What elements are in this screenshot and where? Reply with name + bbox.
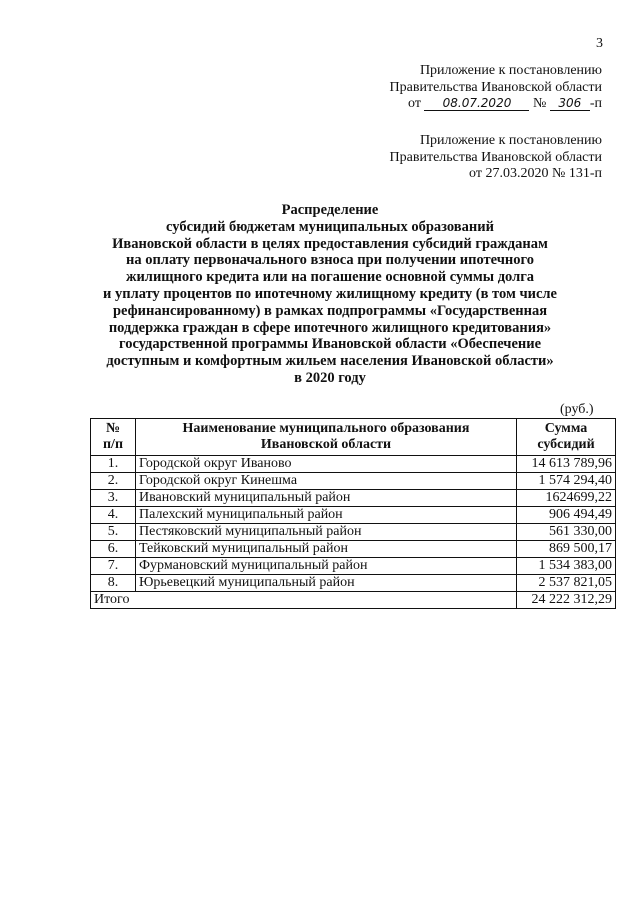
handwritten-date: 08.07.2020 <box>424 96 529 111</box>
header-number <box>91 419 136 456</box>
table-row <box>91 456 616 473</box>
table-row <box>91 541 616 558</box>
title-line: государственной программы Ивановской области «Обеспечение <box>118 336 542 353</box>
row-name: Городской округ Иваново <box>136 456 517 473</box>
table-row <box>91 558 616 575</box>
row-sum: 906 494,49 <box>517 507 616 524</box>
title-line: доступным и комфортным жильем населения Ивановской области» <box>106 353 554 370</box>
row-sum: 1624699,22 <box>517 490 616 507</box>
header-number-line1: № <box>105 421 121 436</box>
table-row <box>91 507 616 524</box>
row-number: 8. <box>91 575 136 592</box>
table-row <box>91 575 616 592</box>
header-name <box>136 419 517 456</box>
header-sum-line1: Сумма <box>544 421 588 436</box>
title-line: жилищного кредита или на погашение основной суммы долга <box>125 269 535 286</box>
title-line: субсидий бюджетам муниципальных образований <box>166 218 494 235</box>
header-name-line2: Ивановской области <box>260 437 392 452</box>
title-line: поддержка граждан в сфере ипотечного жилищного кредитования» <box>108 319 552 336</box>
row-number: 3. <box>91 490 136 507</box>
appendix-current-line2: Правительства Ивановской области <box>389 79 602 95</box>
header-sum <box>517 419 616 456</box>
title-line: на оплату первоначального взноса при получении ипотечного <box>125 252 535 269</box>
appendix-original-line2: Правительства Ивановской области <box>389 149 602 165</box>
appendix-current-line3 <box>390 96 602 113</box>
appendix-current <box>390 63 602 113</box>
from-label: от <box>408 96 421 111</box>
row-number: 7. <box>91 558 136 575</box>
row-sum: 14 613 789,96 <box>517 456 616 473</box>
document-title <box>60 202 600 387</box>
title-line: в 2020 году <box>294 369 366 386</box>
title-line: и уплату процентов по ипотечному жилищному кредиту (в том числе <box>102 285 557 302</box>
header-sum-line2: субсидий <box>537 437 595 452</box>
page-number: 3 <box>596 36 603 51</box>
subsidy-table <box>90 418 616 609</box>
row-name: Палехский муниципальный район <box>136 507 517 524</box>
currency-unit: (руб.) <box>560 402 594 417</box>
row-sum: 2 537 821,05 <box>517 575 616 592</box>
row-sum: 1 534 383,00 <box>517 558 616 575</box>
row-number: 2. <box>91 473 136 490</box>
row-number: 1. <box>91 456 136 473</box>
header-name-line1: Наименование муниципального образования <box>182 421 470 436</box>
row-sum: 869 500,17 <box>517 541 616 558</box>
row-number: 5. <box>91 524 136 541</box>
table-row <box>91 490 616 507</box>
header-number-line2: п/п <box>102 437 124 452</box>
total-label: Итого <box>91 592 517 609</box>
row-name: Пестяковский муниципальный район <box>136 524 517 541</box>
title-line: Распределение <box>281 202 379 218</box>
table-row <box>91 524 616 541</box>
row-name: Фурмановский муниципальный район <box>136 558 517 575</box>
row-sum: 561 330,00 <box>517 524 616 541</box>
table-header-row <box>91 419 616 456</box>
title-line: Ивановской области в целях предоставления субсидий гражданам <box>112 235 548 252</box>
number-label: № <box>532 96 547 111</box>
appendix-original-line3: от 27.03.2020 № 131-п <box>469 166 602 181</box>
row-number: 4. <box>91 507 136 524</box>
handwritten-number: 306 <box>550 96 590 111</box>
appendix-current-line1: Приложение к постановлению <box>419 63 602 78</box>
appendix-original <box>390 133 602 183</box>
row-number: 6. <box>91 541 136 558</box>
row-name: Тейковский муниципальный район <box>136 541 517 558</box>
appendix-original-line1: Приложение к постановлению <box>419 133 602 148</box>
number-suffix: -п <box>589 96 602 111</box>
title-line: рефинансированному) в рамках подпрограммы «Государственная <box>112 302 548 319</box>
row-name: Юрьевецкий муниципальный район <box>136 575 517 592</box>
row-name: Ивановский муниципальный район <box>136 490 517 507</box>
total-sum: 24 222 312,29 <box>517 592 616 609</box>
table-row <box>91 473 616 490</box>
row-sum: 1 574 294,40 <box>517 473 616 490</box>
total-row <box>91 592 616 609</box>
row-name: Городской округ Кинешма <box>136 473 517 490</box>
